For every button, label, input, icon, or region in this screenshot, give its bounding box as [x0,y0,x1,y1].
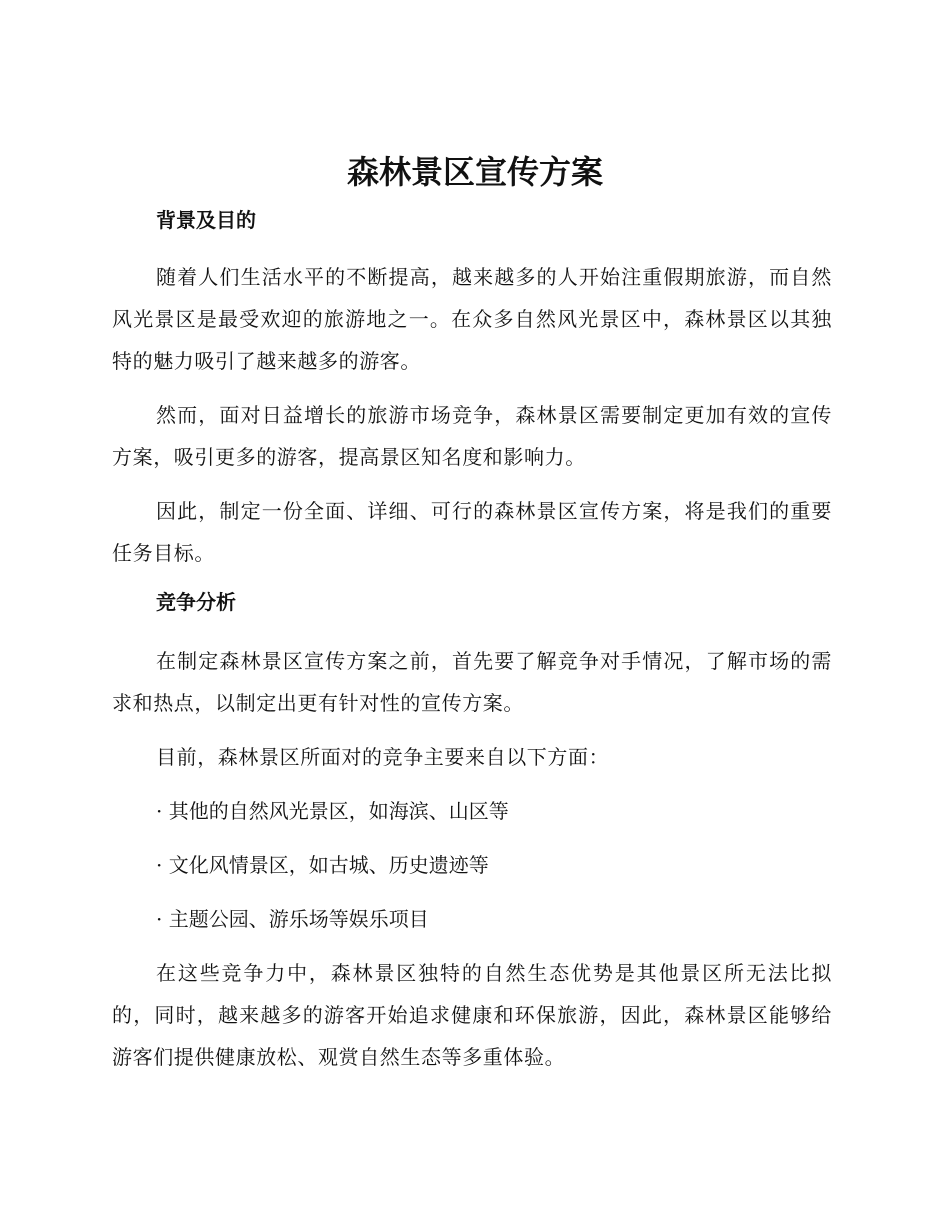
list-item: · 文化风情景区，如古城、历史遗迹等 [156,853,489,877]
section-heading-background: 背景及目的 [156,208,256,232]
page-title: 森林景区宣传方案 [346,153,603,191]
paragraph-background-1: 随着人们生活水平的不断提高，越来越多的人开始注重假期旅游，而自然风光景区是最受欢迎的旅游地之一。在众多自然风光景区中，森林景区以其独特的魅力吸引了越来越多的游客。 [112,265,832,373]
paragraph-background-3: 因此，制定一份全面、详细、可行的森林景区宣传方案，将是我们的重要任务目标。 [112,499,832,565]
paragraph-competition-2: 目前，森林景区所面对的竞争主要来自以下方面： [156,745,610,769]
list-item: · 主题公园、游乐场等娱乐项目 [156,907,429,931]
section-heading-competition: 竞争分析 [156,590,236,614]
document-body [112,204,832,1078]
paragraph-competition-closing: 在这些竞争力中，森林景区独特的自然生态优势是其他景区所无法比拟的，同时，越来越多的游客开始追求健康和环保旅游，因此，森林景区能够给游客们提供健康放松、观赏自然生态等多重体验。 [112,961,832,1069]
paragraph-background-2: 然而，面对日益增长的旅游市场竞争，森林景区需要制定更加有效的宣传方案，吸引更多的游客，提高景区知名度和影响力。 [112,403,832,469]
list-item: · 其他的自然风光景区，如海滨、山区等 [156,799,509,823]
paragraph-competition-1: 在制定森林景区宣传方案之前，首先要了解竞争对手情况，了解市场的需求和热点，以制定出更有针对性的宣传方案。 [112,649,832,715]
